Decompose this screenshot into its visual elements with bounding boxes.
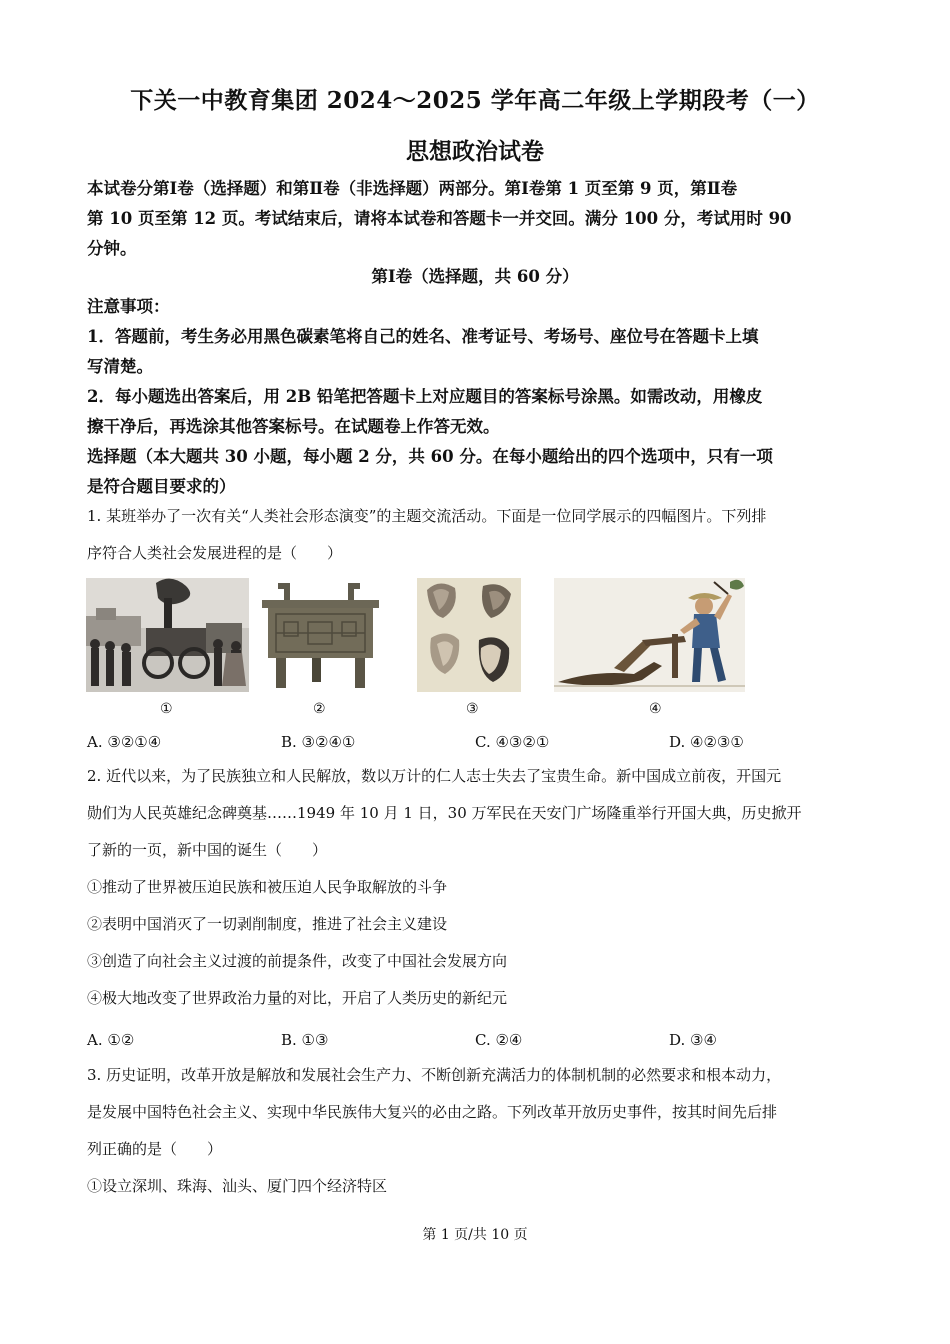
statement: ①推动了世界被压迫民族和被压迫人民争取解放的斗争	[87, 878, 448, 896]
question-text: 1. 某班举办了一次有关“人类社会形态演变”的主题交流活动。下面是一位同学展示的四幅图片。下列排	[87, 507, 767, 525]
stone-tools-image	[417, 578, 521, 692]
question-3	[87, 1057, 867, 1205]
notes-line: 1．答题前，考生务必用黑色碳素笔将自己的姓名、准考证号、考场号、座位号在答题卡上填	[87, 327, 759, 346]
notes-line: 写清楚。	[87, 357, 153, 376]
picture-label: ②	[313, 701, 326, 717]
exam-intro	[87, 174, 867, 264]
notes-line: 是符合题目要求的）	[87, 477, 236, 496]
option-d[interactable]: D. ④②③①	[669, 733, 744, 751]
question-text: 勋们为人民英雄纪念碑奠基……1949 年 10 月 1 日，30 万军民在天安门广场隆重举行开国大典，历史掀开	[87, 804, 802, 822]
page-number: 第 1 页/共 10 页	[422, 1227, 528, 1243]
notes-heading: 注意事项：	[87, 297, 170, 316]
question-1	[87, 498, 867, 572]
bronze-ding-vessel-image	[258, 578, 383, 692]
question-text: 了新的一页，新中国的诞生（ ）	[87, 841, 328, 859]
option-b[interactable]: B. ①③	[281, 1031, 329, 1049]
option-c[interactable]: C. ②④	[475, 1031, 523, 1049]
question-text: 序符合人类社会发展进程的是（ ）	[87, 544, 343, 562]
statement: ②表明中国消灭了一切剥削制度，推进了社会主义建设	[87, 915, 448, 933]
notes-line: 擦干净后，再选涂其他答案标号。在试题卷上作答无效。	[87, 417, 500, 436]
statement: ④极大地改变了世界政治力量的对比，开启了人类历史的新纪元	[87, 989, 508, 1007]
option-a[interactable]: A. ③②①④	[87, 733, 162, 751]
option-a[interactable]: A. ①②	[87, 1031, 135, 1049]
steam-locomotive-crowd-image	[86, 578, 249, 692]
option-b[interactable]: B. ③②④①	[281, 733, 356, 751]
statement: ①设立深圳、珠海、汕头、厦门四个经济特区	[87, 1177, 388, 1195]
question-2	[87, 758, 867, 1017]
option-d[interactable]: D. ③④	[669, 1031, 717, 1049]
notes-line: 2．每小题选出答案后，用 2B 铅笔把答题卡上对应题目的答案标号涂黑。如需改动，用橡皮	[87, 387, 763, 406]
picture-label: ③	[466, 701, 479, 717]
notes-line: 选择题（本大题共 30 小题，每小题 2 分，共 60 分。在每小题给出的四个选项中，只有一项	[87, 447, 773, 466]
exam-title: 下关一中教育集团 2024～2025 学年高二年级上学期段考（一）	[130, 87, 820, 114]
question-text: 2. 近代以来，为了民族独立和人民解放，数以万计的仁人志士失去了宝贵生命。新中国成立前夜，开国元	[87, 767, 782, 785]
notes	[87, 292, 867, 502]
intro-line: 第 10 页至第 12 页。考试结束后，请将本试卷和答题卡一并交回。满分 100 分，考试用时 90	[87, 209, 792, 228]
section-title: 第Ⅰ卷（选择题，共 60 分）	[371, 267, 579, 286]
picture-label: ①	[160, 701, 173, 717]
statement: ③创造了向社会主义过渡的前提条件，改变了中国社会发展方向	[87, 952, 508, 970]
picture-label: ④	[649, 701, 662, 717]
question-text: 是发展中国特色社会主义、实现中华民族伟大复兴的必由之路。下列改革开放历史事件，按其时间先后排	[87, 1103, 778, 1121]
intro-line: 分钟。	[87, 239, 137, 258]
farmer-plough-image	[554, 578, 745, 692]
exam-subject: 思想政治试卷	[406, 138, 544, 165]
question-text: 3. 历史证明，改革开放是解放和发展社会生产力、不断创新充满活力的体制机制的必然要求和根本动力，	[87, 1066, 782, 1084]
option-c[interactable]: C. ④③②①	[475, 733, 550, 751]
question-text: 列正确的是（ ）	[87, 1140, 223, 1158]
intro-line: 本试卷分第Ⅰ卷（选择题）和第Ⅱ卷（非选择题）两部分。第Ⅰ卷第 1 页至第 9 页，第Ⅱ卷	[87, 179, 738, 198]
